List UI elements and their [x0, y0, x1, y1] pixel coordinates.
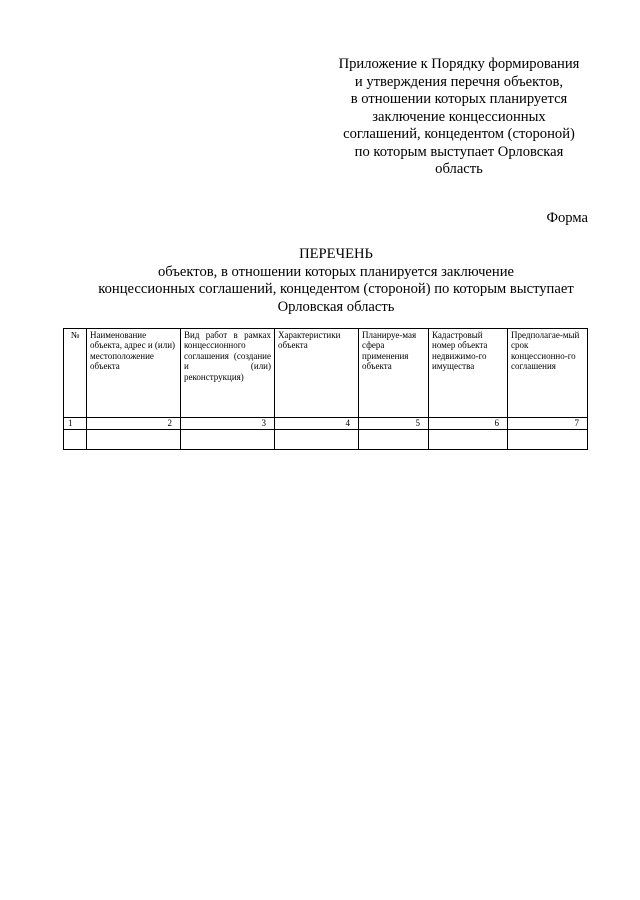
empty-cell	[429, 430, 508, 450]
empty-cell	[359, 430, 429, 450]
appendix-line: соглашений, концедентом (стороной)	[343, 126, 575, 142]
table-number-row	[64, 418, 588, 430]
header-agreement-term: Предполагае-мый срок концессионно-го соглашения	[508, 329, 588, 418]
header-work-type: Вид работ в рамках концессионного соглашения (создание и (или) реконструкция)	[181, 329, 275, 418]
column-number: 4	[275, 418, 359, 430]
empty-cell	[275, 430, 359, 450]
header-characteristics: Характеристики объекта	[275, 329, 359, 418]
appendix-line: Приложение к Порядку формирования	[338, 56, 580, 72]
appendix-note	[318, 56, 600, 179]
header-number: №	[64, 329, 87, 418]
objects-table	[63, 328, 588, 450]
appendix-line: в отношении которых планируется	[350, 91, 568, 107]
document-title	[60, 246, 612, 316]
title-line: концессионных соглашений, концедентом (стороной) по которым выступает	[98, 281, 574, 297]
empty-cell	[181, 430, 275, 450]
empty-cell	[508, 430, 588, 450]
appendix-line: область	[435, 161, 483, 177]
header-application-area: Планируе-мая сфера применения объекта	[359, 329, 429, 418]
empty-cell	[64, 430, 87, 450]
column-number: 7	[508, 418, 588, 430]
appendix-line: по которым выступает Орловская	[354, 143, 564, 160]
appendix-line: и утверждения перечня объектов,	[354, 73, 564, 90]
empty-cell	[87, 430, 181, 450]
title-line: Орловская область	[277, 298, 395, 315]
appendix-line: заключение концессионных	[372, 108, 546, 125]
header-object-name: Наименование объекта, адрес и (или) местоположение объекта	[87, 329, 181, 418]
table-header-row	[64, 329, 588, 418]
column-number: 1	[64, 418, 87, 430]
title-heading: ПЕРЕЧЕНЬ	[299, 246, 373, 262]
header-cadastral-number: Кадастровый номер объекта недвижимо-го имущества	[429, 329, 508, 418]
column-number: 5	[359, 418, 429, 430]
column-number: 6	[429, 418, 508, 430]
table-empty-row	[64, 430, 588, 450]
column-number: 3	[181, 418, 275, 430]
column-number: 2	[87, 418, 181, 430]
title-line: объектов, в отношении которых планируется заключение	[158, 263, 514, 280]
form-label: Форма	[546, 210, 588, 226]
